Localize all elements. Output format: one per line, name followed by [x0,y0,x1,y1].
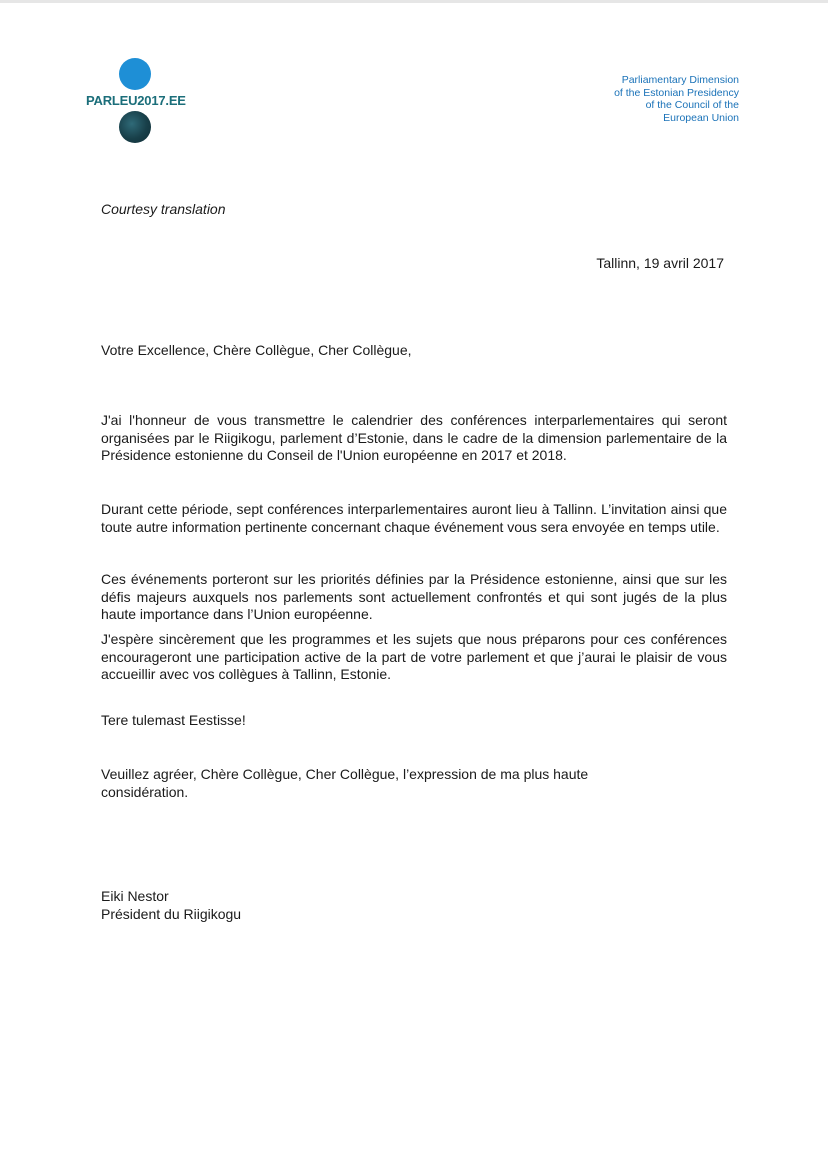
org-line: Parliamentary Dimension [621,74,739,86]
courtesy-translation-note: Courtesy translation [101,201,226,217]
signature-title: Président du Riigikogu [101,906,242,922]
logo-text: PARLEU2017.EE [86,93,186,108]
body-paragraph: Ces événements porteront sur les priorités définies par la Présidence estonienne, ainsi que sur les défis majeurs auxquels nos parlements sont actuellement confrontés et qui sont jugés de la plus haute importance dans l’Union européenne. [101,571,727,622]
org-line: European Union [663,111,739,124]
page-top-edge [0,0,828,3]
closing-formula: Veuillez agréer, Chère Collègue, Cher Collègue, l’expression de ma plus haute considération. [101,766,589,800]
signature-name: Eiki Nestor [101,888,169,904]
body-paragraph: J'ai l'honneur de vous transmettre le calendrier des conférences interparlementaires qui seront organisées par le Riigikogu, parlement d’Estonie, dans le cadre de la dimension parlementaire de la Présidence estonienne du Conseil de l'Union européenne en 2017 et 2018. [101,412,727,463]
parleu-logo [86,58,186,144]
logo-dark-circle-icon [119,111,151,143]
body-paragraph: J'espère sincèrement que les programmes et les sujets que nous préparons pour ces conférences encourageront une participation active de la part de votre parlement et que j’aurai le plaisir de vous accueillir avec vos collègues à Tallinn, Estonie. [101,631,727,682]
body-paragraph: Durant cette période, sept conférences interparlementaires auront lieu à Tallinn. L’invitation ainsi que toute autre information pertinente concernant chaque événement vous sera envoyée en temps utile. [101,501,727,535]
logo-blue-circle-icon [119,58,151,90]
org-line: of the Estonian Presidency [614,86,739,99]
org-line: of the Council of the [645,99,739,111]
organization-header [539,74,739,124]
salutation: Votre Excellence, Chère Collègue, Cher Collègue, [101,342,412,358]
letter-date: Tallinn, 19 avril 2017 [596,255,724,271]
welcome-line: Tere tulemast Eestisse! [101,712,246,728]
